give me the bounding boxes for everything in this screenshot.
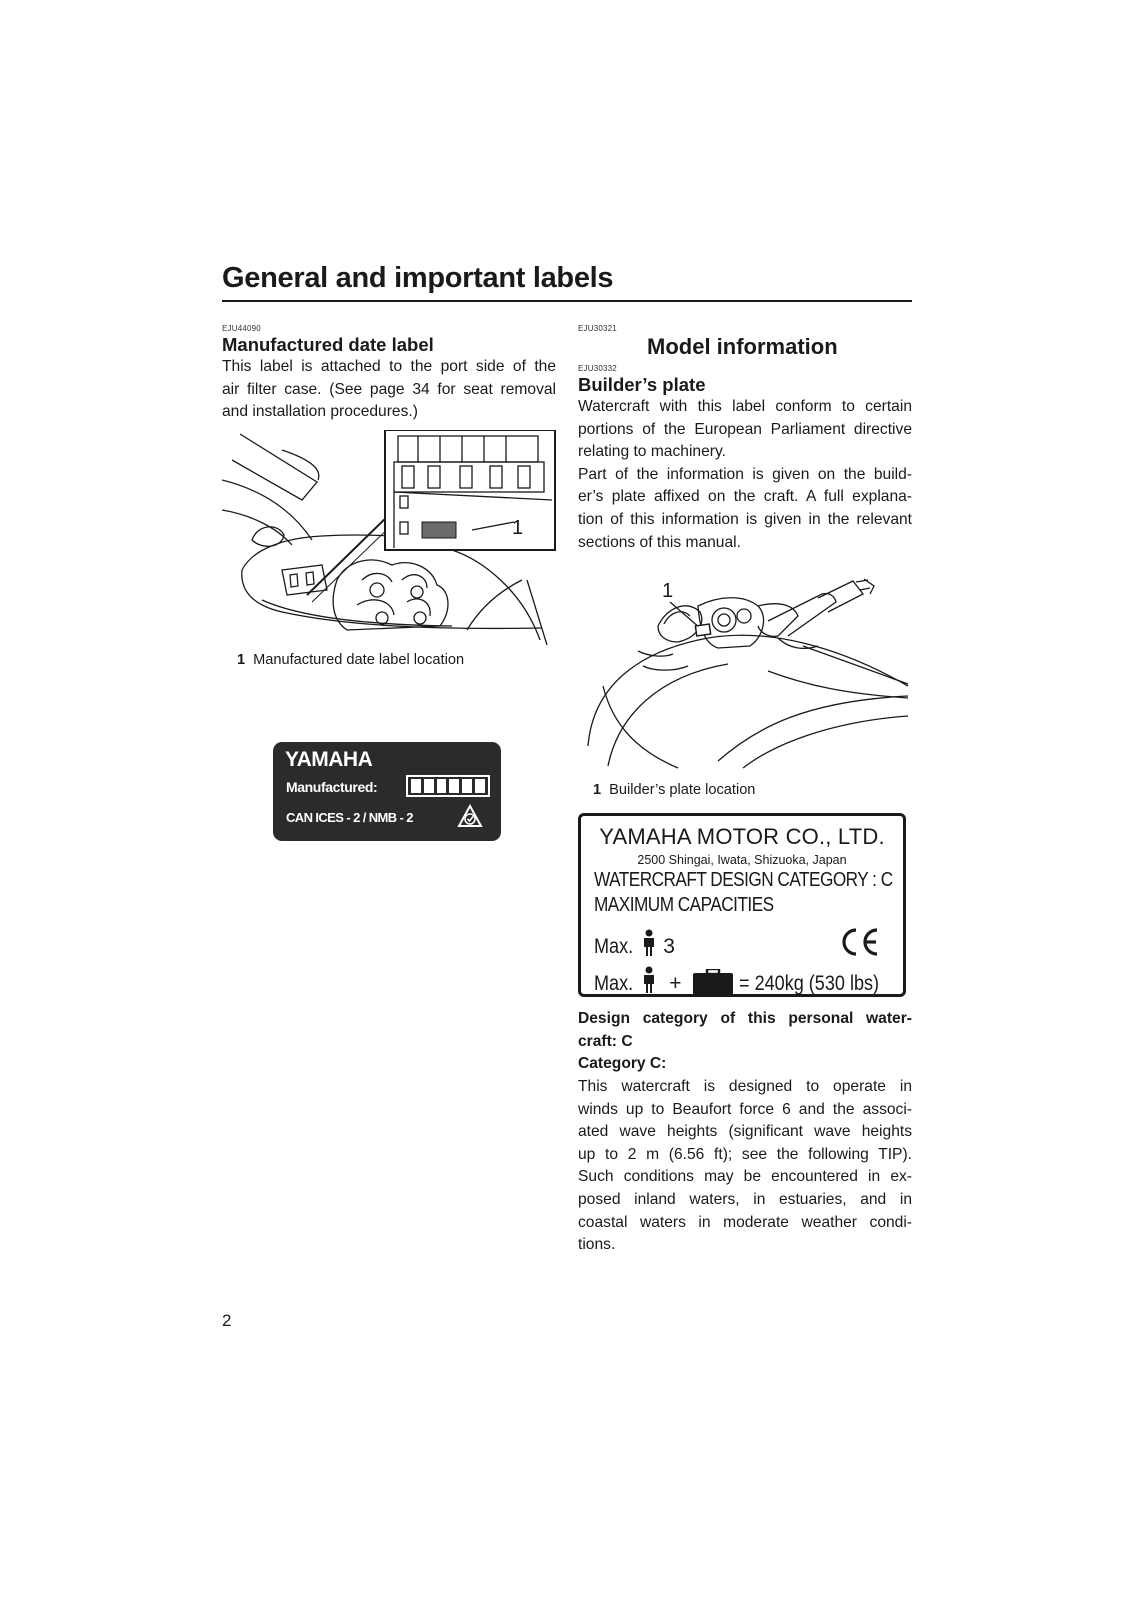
caption-text: Builder’s plate location xyxy=(609,782,756,798)
yamaha-logo: YAMAHA xyxy=(285,748,373,771)
figure-caption xyxy=(237,652,464,668)
model-information-title: Model information xyxy=(647,334,838,359)
plate-persons-row xyxy=(594,929,675,959)
manufactured-text: Manufactured: xyxy=(286,779,378,795)
plate-company: YAMAHA MOTOR CO., LTD. xyxy=(599,824,885,849)
body-line: Watercraft with this label conform to certain xyxy=(578,398,912,415)
body-line: posed inland waters, in estuaries, and in xyxy=(578,1190,912,1208)
builders-plate-body xyxy=(578,396,912,554)
date-boxes xyxy=(406,775,490,797)
body-line: Part of the information is given on the build- xyxy=(578,465,912,483)
body-line: Such conditions may be encountered in ex- xyxy=(578,1168,912,1186)
handlebar-illustration xyxy=(578,576,912,776)
body-line: tion of this information is given in the relevant xyxy=(578,510,912,528)
body-line: tions. xyxy=(578,1236,616,1254)
plate-weight-row xyxy=(594,966,902,996)
body-line: air filter case. (See page 34 for seat removal xyxy=(222,380,556,398)
title-rule xyxy=(222,300,912,302)
body-line: portions of the European Parliament directive xyxy=(578,420,912,438)
section-code: EJU30321 xyxy=(578,324,617,333)
body-line: sections of this manual. xyxy=(578,533,741,551)
figure-callout: 1 xyxy=(662,580,674,602)
page-title: General and important labels xyxy=(222,262,614,294)
plate-address: 2500 Shingai, Iwata, Shizuoka, Japan xyxy=(637,853,847,867)
builders-plate xyxy=(578,813,906,997)
caption-text: Manufactured date label location xyxy=(253,652,465,668)
body-line: and installation procedures.) xyxy=(222,403,418,421)
body-line: relating to machinery. xyxy=(578,443,726,461)
category-heading: Category C: xyxy=(578,1055,667,1072)
body-line: er’s plate affixed on the craft. A full explana- xyxy=(578,488,912,506)
weight-capacity: = 240kg (530 lbs) xyxy=(739,972,880,995)
plate-max-capacities: MAXIMUM CAPACITIES xyxy=(594,894,774,916)
max-label: Max. xyxy=(594,935,634,958)
max-label: Max. xyxy=(594,972,634,995)
body-line: up to 2 m (6.56 ft); see the following TIP). xyxy=(578,1145,912,1163)
bold-line: craft: C xyxy=(578,1032,633,1050)
person-icon xyxy=(641,929,657,957)
persons-count: 3 xyxy=(663,935,675,958)
section-code: EJU44090 xyxy=(222,324,261,333)
luggage-icon xyxy=(693,969,733,995)
bold-line: Design category of this personal water- xyxy=(578,1010,912,1027)
date-label-marker xyxy=(422,522,456,538)
caption-number: 1 xyxy=(237,652,246,668)
plate-design-category: WATERCRAFT DESIGN CATEGORY : C xyxy=(594,869,893,891)
body-line: winds up to Beaufort force 6 and the associ- xyxy=(578,1100,912,1118)
figure-caption xyxy=(593,782,755,798)
body-line: This watercraft is designed to operate in xyxy=(578,1078,912,1095)
person-icon xyxy=(641,966,657,994)
plus-sign: + xyxy=(669,972,682,995)
rcm-mark-icon xyxy=(457,804,483,830)
ce-mark-icon xyxy=(837,925,881,959)
body-line: This label is attached to the port side of the xyxy=(222,358,556,375)
category-description xyxy=(578,1076,912,1257)
manufactured-date-heading: Manufactured date label xyxy=(222,334,434,355)
design-category-statement xyxy=(578,1008,912,1053)
engine-compartment-illustration xyxy=(222,430,556,650)
body-line: ated wave heights (significant wave heights xyxy=(578,1123,912,1141)
certification-text: CAN ICES - 2 / NMB - 2 xyxy=(286,810,413,825)
figure-callout: 1 xyxy=(512,517,524,539)
manufactured-date-body xyxy=(222,356,556,424)
caption-number: 1 xyxy=(593,782,602,798)
page-number: 2 xyxy=(222,1311,232,1330)
builders-plate-heading: Builder’s plate xyxy=(578,374,706,395)
body-line: coastal waters in moderate weather condi- xyxy=(578,1213,912,1231)
manufactured-date-label xyxy=(273,742,501,841)
section-code: EJU30332 xyxy=(578,364,617,373)
builders-plate-marker xyxy=(695,624,710,636)
